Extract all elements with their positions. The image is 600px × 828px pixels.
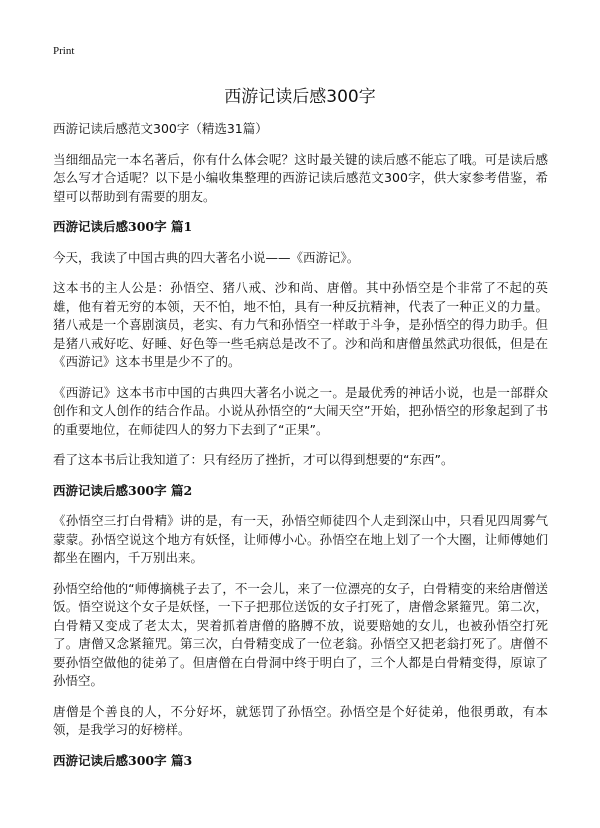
intro-paragraph: 当细细品完一本名著后，你有什么体会呢？这时最关键的读后感不能忘了哦。可是读后感怎么写才合适呢？以下是小编收集整理的西游记读后感范文300字，供大家参考借鉴，希望可以帮助到有需要的朋友。 (53, 151, 548, 204)
paragraph: 孙悟空给他的“师傅摘桃子去了，不一会儿，来了一位漂亮的女子，白骨精变的来给唐僧送饭。悟空说这个女子是妖怪，一下子把那位送饭的女子打死了，唐僧念紧箍咒。第二次，白骨精又变成了老太太，哭着抓着唐僧的胳膊不放，说要赔她的女儿，也被孙悟空打死了。唐僧又念紧箍咒。第三次，白骨精变成了一位老翁。孙悟空又把老翁打死了。唐僧不要孙悟空做他的徒弟了。但唐僧在白骨洞中终于明白了，三个人都是白骨精变得，原谅了孙悟空。 (53, 580, 548, 688)
paragraph: 唐僧是个善良的人，不分好坏，就惩罚了孙悟空。孙悟空是个好徒弟，他很勇敢，有本领，是我学习的好榜样。 (53, 703, 548, 737)
print-label[interactable]: Print (53, 45, 75, 57)
paragraph: 《西游记》这本书市中国的古典四大著名小说之一。是最优秀的神话小说，也是一部群众创作和文人创作的结合作品。小说从孙悟空的“大闹天空”开始，把孙悟空的形象起到了书的重要地位，在师徒四人的努力下去到了“正果”。 (53, 384, 548, 437)
section-heading-2: 西游记读后感300字 篇2 (53, 482, 193, 498)
paragraph: 《孙悟空三打白骨精》讲的是，有一天，孙悟空师徒四个人走到深山中，只看见四周雾气蒙蒙。孙悟空说这个地方有妖怪，让师傅小心。孙悟空在地上划了一个大圈，让师傅她们都坐在圈内，千万别出来。 (53, 513, 548, 565)
paragraph: 看了这本书后让我知道了：只有经历了挫折，才可以得到想要的“东西”。 (53, 452, 454, 467)
article-body (53, 120, 548, 782)
page-title: 西游记读后感300字 (224, 87, 376, 107)
paragraph: 这本书的主人公是：孙悟空、猪八戒、沙和尚、唐僧。其中孙悟空是个非常了不起的英雄，他有着无穷的本领，天不怕，地不怕，具有一种反抗精神，代表了一种正义的力量。猪八戒是一个喜剧演员，老实、有力气和孙悟空一样敢于斗争，是孙悟空的得力助手。但是猪八戒好吃、好睡、好色等一些毛病总是改不了。沙和尚和唐僧虽然武功很低，但是在《西游记》这本书里是少不了的。 (53, 280, 548, 369)
paragraph: 今天，我读了中国古典的四大著名小说——《西游记》。 (53, 249, 360, 265)
section-heading-3: 西游记读后感300字 篇3 (53, 752, 193, 768)
article-subtitle: 西游记读后感范文300字（精选31篇） (53, 121, 268, 136)
section-heading-1: 西游记读后感300字 篇1 (53, 219, 193, 234)
